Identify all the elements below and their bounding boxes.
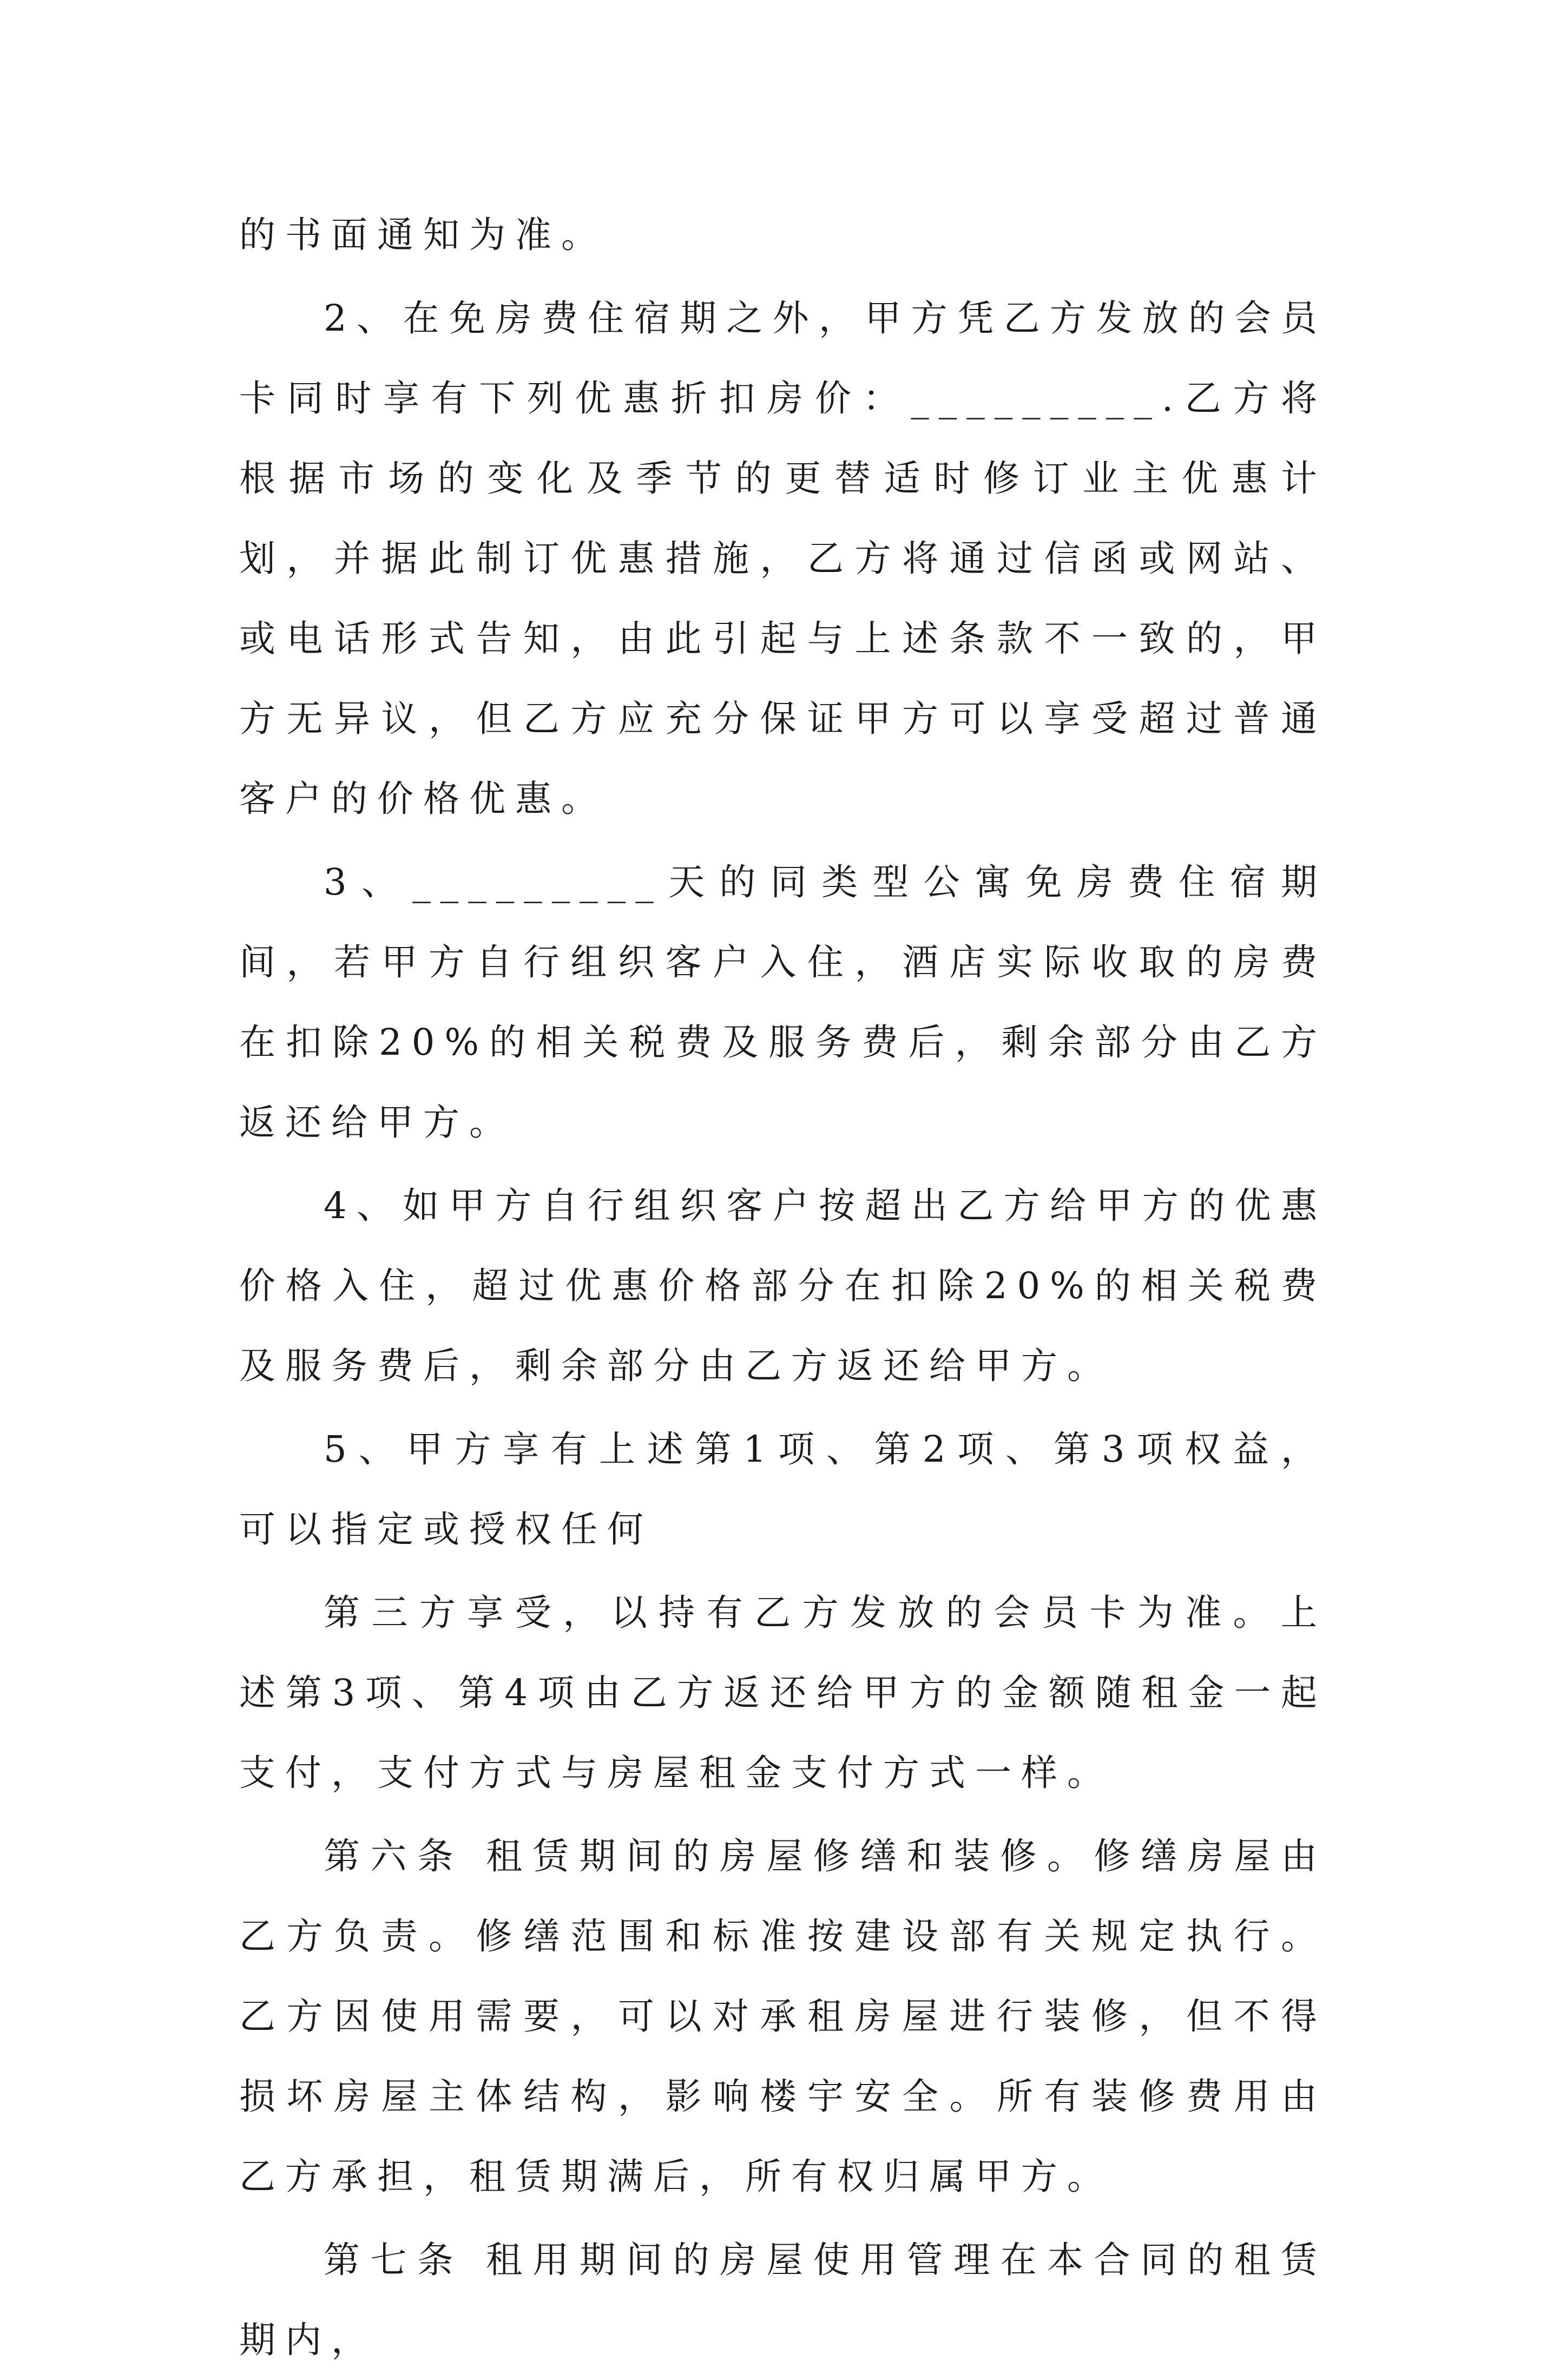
- document-body: [239, 195, 1327, 2380]
- paragraph-article-7: 第七条 租用期间的房屋使用管理在本合同的租赁期内，: [239, 2239, 1327, 2361]
- paragraph-item-2: 2、在免房费住宿期之外，甲方凭乙方发放的会员卡同时享有下列优惠折扣房价：_________.乙方将根据市场的变化及季节的更替适时修订业主优惠计划，并据此制订优惠措施，乙方将通过信函或网站、或电话形式告知，由此引起与上述条款不一致的，甲方无异议，但乙方应充分保证甲方可以享受超过普通客户的价格优惠。: [239, 297, 1327, 820]
- paragraph-item-5: 5、甲方享有上述第1项、第2项、第3项权益，可以指定或授权任何: [239, 1428, 1327, 1550]
- paragraph-item-5-continued: 第三方享受，以持有乙方发放的会员卡为准。上述第3项、第4项由乙方返还给甲方的金额随租金一起支付，支付方式与房屋租金支付方式一样。: [239, 1592, 1327, 1794]
- paragraph-item-4: 4、如甲方自行组织客户按超出乙方给甲方的优惠价格入住，超过优惠价格部分在扣除20%的相关税费及服务费后，剩余部分由乙方返还给甲方。: [239, 1185, 1327, 1387]
- paragraph-article-6: 第六条 租赁期间的房屋修缮和装修。修缮房屋由乙方负责。修缮范围和标准按建设部有关规定执行。乙方因使用需要，可以对承租房屋进行装修，但不得损坏房屋主体结构，影响楼宇安全。所有装修费用由乙方承担，租赁期满后，所有权归属甲方。: [239, 1835, 1327, 2198]
- paragraph-item-3: 3、_________天的同类型公寓免房费住宿期间，若甲方自行组织客户入住，酒店实际收取的房费在扣除20%的相关税费及服务费后，剩余部分由乙方返还给甲方。: [239, 861, 1327, 1143]
- paragraph-continuation: 的书面通知为准。: [239, 214, 607, 256]
